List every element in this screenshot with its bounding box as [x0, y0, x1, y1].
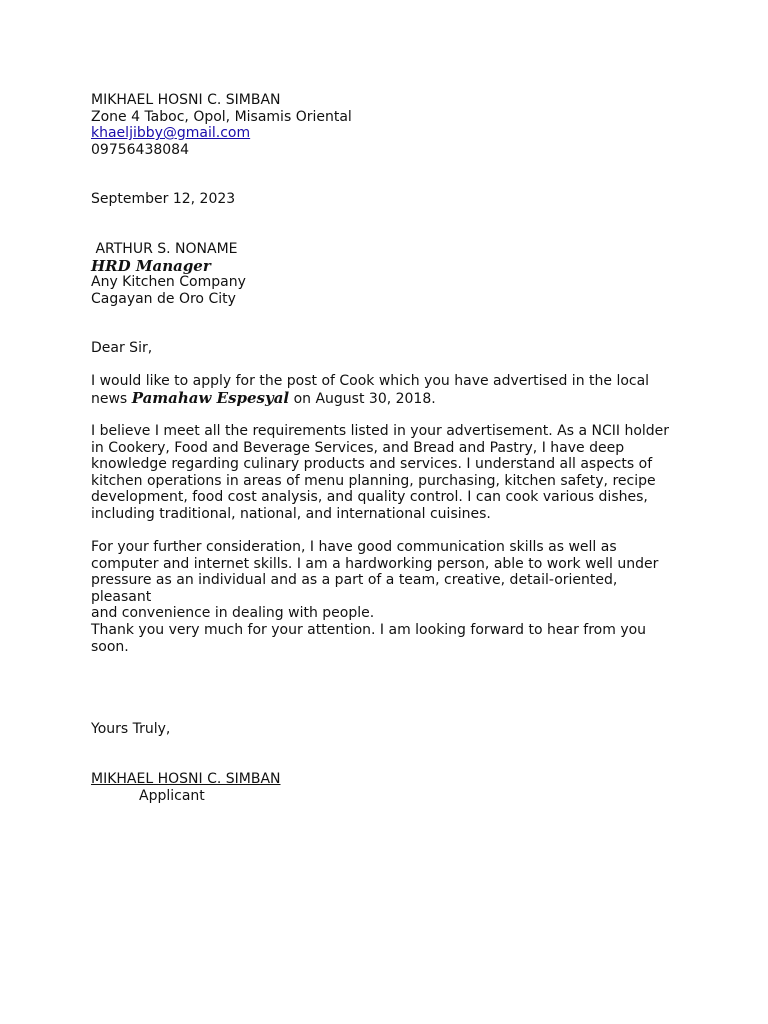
paragraph-qualifications: [91, 423, 681, 522]
sender-name: MIKHAEL HOSNI C. SIMBAN: [91, 92, 281, 108]
paragraph-line: kitchen operations in areas of menu planning, purchasing, kitchen safety, recipe: [91, 472, 656, 489]
signature-block: [91, 771, 681, 804]
paragraph-line: including traditional, national, and international cuisines.: [91, 505, 491, 522]
paragraph-text: news: [91, 390, 132, 407]
paragraph-line: development, food cost analysis, and quality control. I can cook various dishes,: [91, 489, 648, 505]
closing: Yours Truly,: [91, 721, 171, 737]
paragraph-line: I believe I meet all the requirements listed in your advertisement. As a NCII holder: [91, 423, 670, 439]
paragraph-text: on August 30, 2018.: [289, 390, 436, 407]
paragraph-thanks: [91, 622, 681, 655]
newspaper-name: Pamahaw Espesyal: [131, 388, 290, 407]
sender-phone: 09756438084: [91, 141, 189, 158]
sender-block: [91, 92, 681, 158]
signature-role: Applicant: [139, 787, 205, 804]
recipient-title: HRD Manager: [91, 256, 211, 275]
paragraph-line: computer and internet skills. I am a hardworking person, able to work well under: [91, 555, 659, 572]
letter-date: September 12, 2023: [91, 191, 236, 207]
paragraph-line: I would like to apply for the post of Cook which you have advertised in the local: [91, 373, 650, 389]
paragraph-application: [91, 373, 681, 407]
recipient-block: [91, 241, 681, 307]
recipient-name: ARTHUR S. NONAME: [91, 241, 238, 257]
sender-address: Zone 4 Taboc, Opol, Misamis Oriental: [91, 108, 352, 125]
paragraph-skills: [91, 539, 681, 622]
paragraph-line: soon.: [91, 638, 129, 655]
salutation: Dear Sir,: [91, 340, 153, 356]
sender-email-link[interactable]: khaeljibby@gmail.com: [91, 125, 251, 141]
paragraph-line: in Cookery, Food and Beverage Services, and Bread and Pastry, I have deep: [91, 439, 625, 456]
signature-name: MIKHAEL HOSNI C. SIMBAN: [91, 771, 281, 787]
paragraph-line: pressure as an individual and as a part of a team, creative, detail-oriented, pleasant: [91, 572, 618, 605]
paragraph-line: and convenience in dealing with people.: [91, 605, 375, 621]
paragraph-line: Thank you very much for your attention. I am looking forward to hear from you: [91, 622, 647, 638]
paragraph-line: knowledge regarding culinary products and services. I understand all aspects of: [91, 456, 653, 472]
recipient-company: Any Kitchen Company: [91, 274, 246, 290]
recipient-city: Cagayan de Oro City: [91, 290, 236, 307]
paragraph-line: For your further consideration, I have good communication skills as well as: [91, 539, 617, 555]
